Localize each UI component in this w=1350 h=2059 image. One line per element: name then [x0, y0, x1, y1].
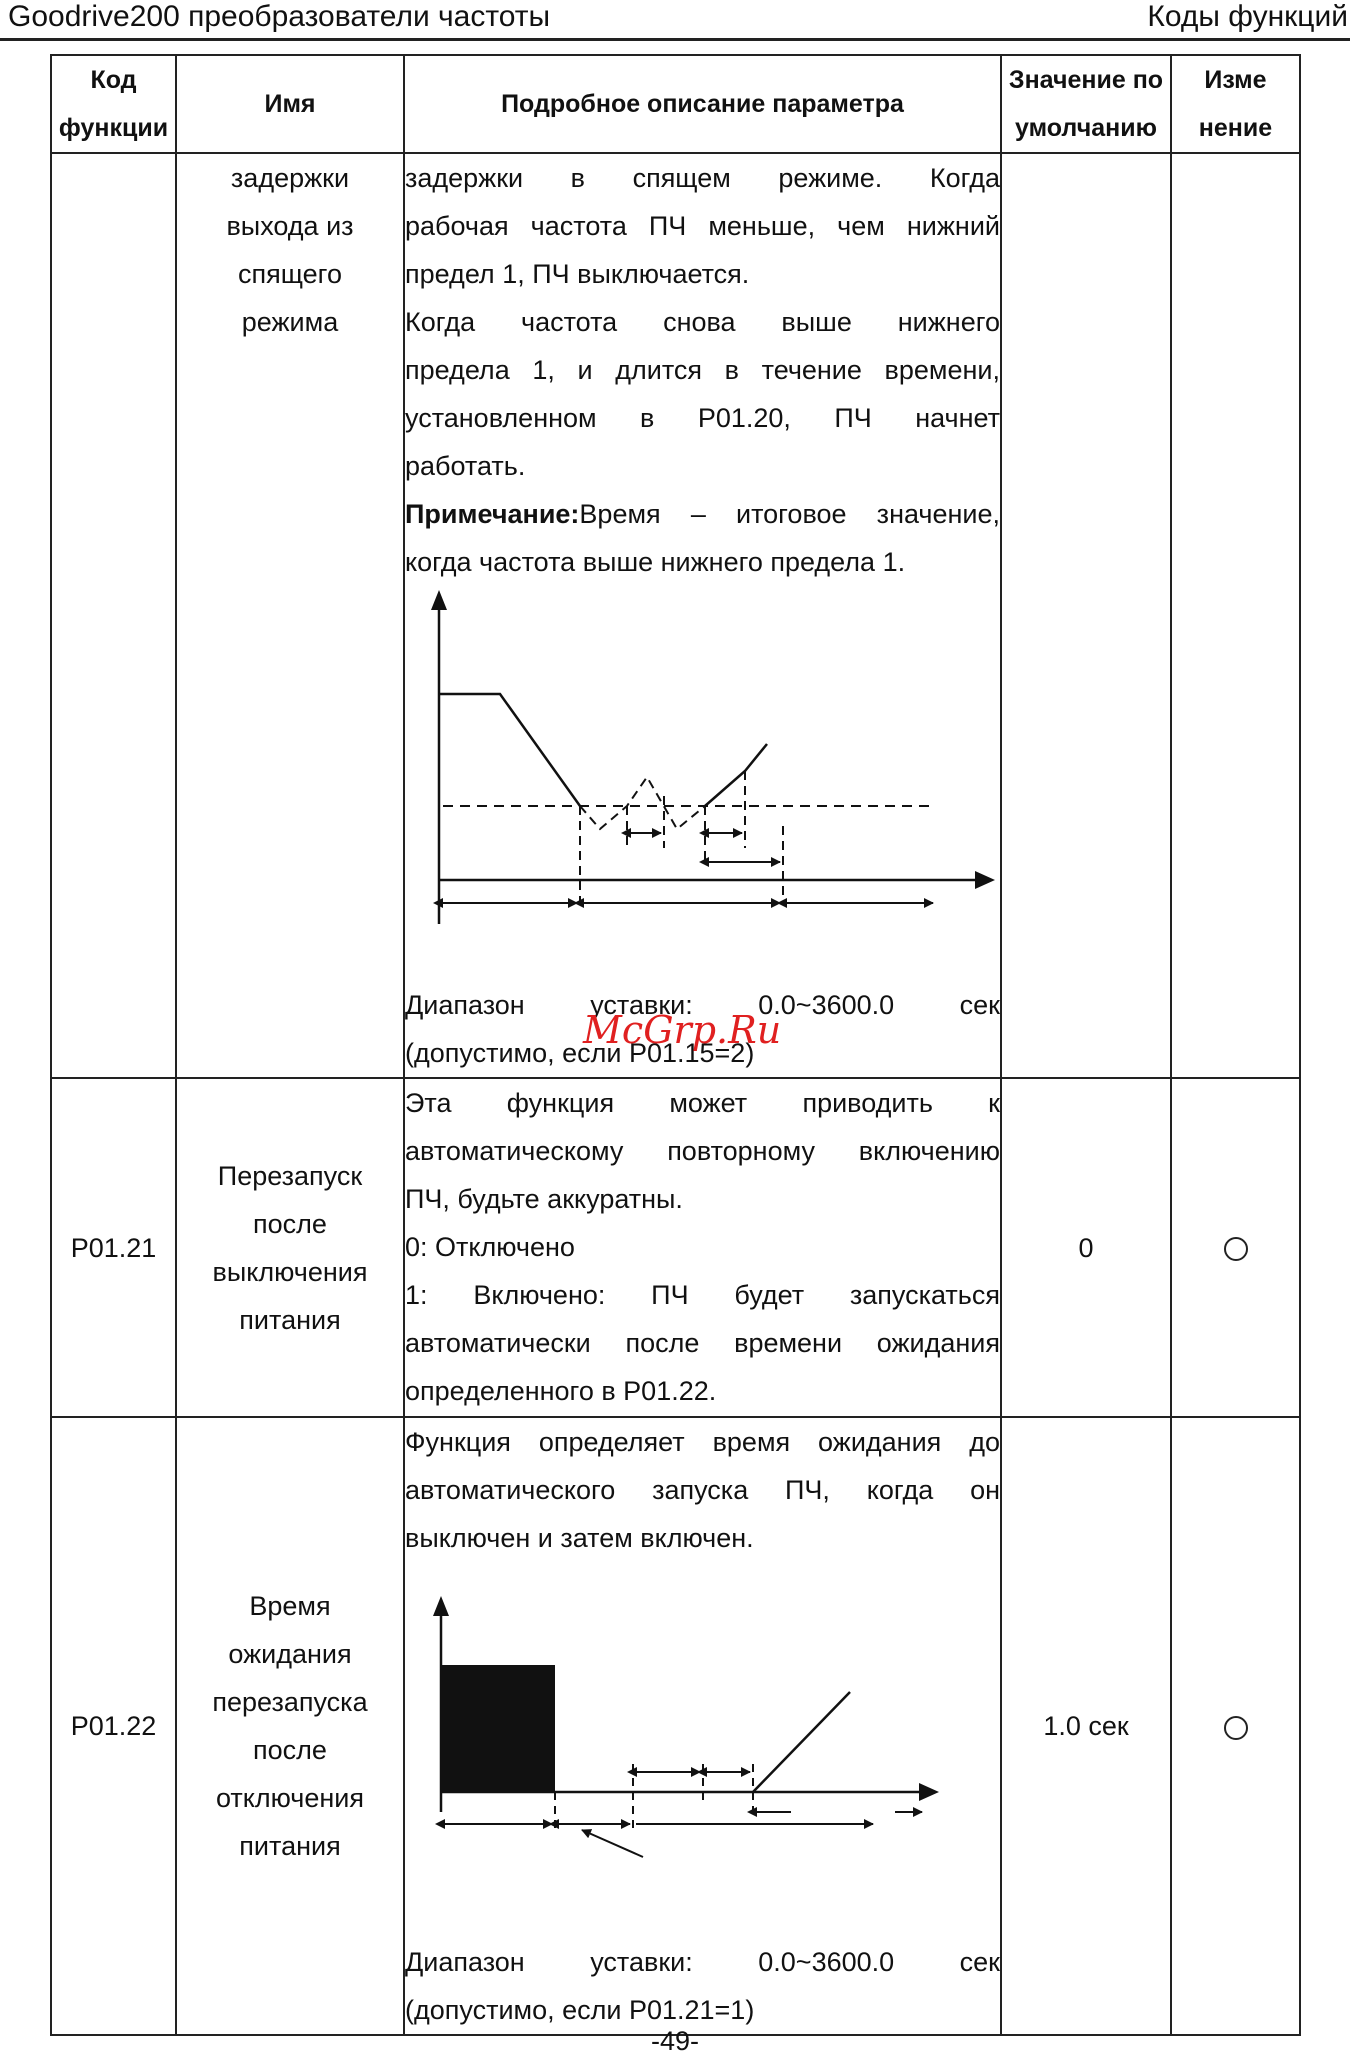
row3-name-line: питания: [239, 1831, 341, 1861]
row2-code: P01.21: [51, 1078, 176, 1417]
page-number: -49-: [650, 2026, 699, 2056]
row2-desc-line: 1: Включено: ПЧ будет запускаться: [405, 1280, 1000, 1310]
table-row: [51, 1417, 1300, 2035]
row2-name-line: выключения: [212, 1256, 368, 1287]
row2-name: [176, 1078, 404, 1417]
col-header-default: [1001, 55, 1171, 153]
row3-desc-line: автоматического запуска ПЧ, когда он: [405, 1475, 1000, 1505]
header-rule: [0, 38, 1350, 41]
col-header-code-line2: функции: [58, 114, 169, 142]
row1-name-line: выхода из: [226, 211, 354, 241]
frequency-curve: [439, 694, 580, 806]
row2-desc-line: 0: Отключено: [405, 1232, 575, 1262]
row2-change: [1171, 1078, 1300, 1417]
row1-name-line: спящего: [238, 259, 342, 289]
row1-desc-line: задержки в спящем режиме. Когда: [405, 163, 1000, 193]
col-header-name: Имя: [176, 55, 404, 153]
table-row: [51, 1078, 1300, 1417]
row3-name-line: Время: [249, 1591, 331, 1621]
row1-code: [51, 153, 176, 1078]
restart-wait-diagram: [405, 1562, 998, 1938]
row2-name-line: Перезапуск: [217, 1160, 363, 1191]
row2-default: 0: [1001, 1078, 1171, 1417]
row1-range: Диапазон уставки: 0.0~3600.0 сек: [405, 990, 1000, 1020]
row1-desc-line: предел 1, ПЧ выключается.: [405, 259, 750, 289]
row1-desc-line: рабочая частота ПЧ меньше, чем нижний: [405, 211, 1000, 241]
frequency-rise: [705, 744, 767, 806]
row3-range: Диапазон уставки: 0.0~3600.0 сек: [405, 1947, 1000, 1977]
pointer-arrow: [582, 1830, 643, 1857]
row2-desc-line: автоматическому повторному включению: [405, 1136, 1000, 1166]
y-axis-arrow: [433, 1596, 449, 1616]
col-header-default-line2: умолчанию: [1015, 114, 1157, 142]
y-axis-arrow: [431, 590, 447, 610]
sleep-delay-diagram: [405, 586, 998, 981]
x-axis-arrow: [919, 1783, 939, 1801]
circle-icon: [1224, 1237, 1248, 1261]
row2-desc-line: Эта функция может приводить к: [405, 1088, 1000, 1118]
row3-desc-line: Функция определяет время ожидания до: [405, 1427, 1000, 1457]
row1-name: [176, 153, 404, 1078]
circle-icon: [1224, 1716, 1248, 1740]
row2-desc-line: автоматически после времени ожидания: [405, 1328, 1000, 1358]
frequency-dashed: [580, 771, 745, 829]
row2-description: [404, 1078, 1001, 1417]
table-row: [51, 153, 1300, 1078]
col-header-default-line1: Значение по: [1008, 66, 1164, 94]
row3-name-line: ожидания: [228, 1639, 352, 1669]
row1-range-note: (допустимо, если P01.15=2): [405, 1038, 755, 1068]
header-section: Коды функций: [1147, 0, 1348, 33]
row2-name-line: после: [253, 1208, 327, 1239]
table-header-row: [51, 55, 1300, 153]
row3-name-line: отключения: [215, 1783, 364, 1813]
col-header-change-line2: нение: [1198, 114, 1273, 142]
row1-name-line: задержки: [230, 163, 350, 193]
row1-change: [1171, 153, 1300, 1078]
restart-ramp: [753, 1692, 850, 1792]
row3-default: 1.0 сек: [1001, 1417, 1171, 2035]
row3-desc-line: выключен и затем включен.: [405, 1523, 754, 1553]
row1-desc-line: работать.: [405, 451, 526, 481]
row3-range-note: (допустимо, если P01.21=1): [405, 1995, 755, 2025]
row3-name-line: перезапуска: [212, 1687, 368, 1717]
row1-desc-line: предела 1, и длится в течение времени,: [405, 355, 1000, 385]
header-title: Goodrive200 преобразователи частоты: [8, 0, 551, 33]
col-header-code-line1: Код: [90, 66, 137, 94]
row3-name: [176, 1417, 404, 2035]
row1-desc-line: Когда частота снова выше нижнего: [405, 307, 1000, 337]
col-header-change-line1: Изме: [1204, 66, 1267, 94]
row1-default: [1001, 153, 1171, 1078]
row2-desc-line: определенного в P01.22.: [405, 1376, 717, 1406]
row2-desc-line: ПЧ, будьте аккуратны.: [405, 1184, 683, 1214]
watermark: McGrp.Ru: [583, 1008, 782, 1052]
note-text: Время – итоговое значение,: [579, 499, 1000, 529]
row3-code: P01.22: [51, 1417, 176, 2035]
row1-note-line2: когда частота выше нижнего предела 1.: [405, 547, 906, 577]
row1-description: [404, 153, 1001, 1078]
row1-note: [405, 490, 1000, 538]
row1-desc-line: установленном в P01.20, ПЧ начнет: [405, 403, 1000, 433]
power-on-block: [441, 1665, 555, 1792]
row1-name-line: режима: [241, 307, 339, 337]
note-label: Примечание:: [405, 499, 580, 529]
x-axis-arrow: [975, 871, 995, 889]
row2-name-line: питания: [239, 1304, 341, 1335]
row3-name-line: после: [253, 1735, 327, 1765]
row3-change: [1171, 1417, 1300, 2035]
row3-description: [404, 1417, 1001, 2035]
col-header-change: [1171, 55, 1300, 153]
col-header-description: Подробное описание параметра: [404, 55, 1001, 153]
col-header-code: [51, 55, 176, 153]
